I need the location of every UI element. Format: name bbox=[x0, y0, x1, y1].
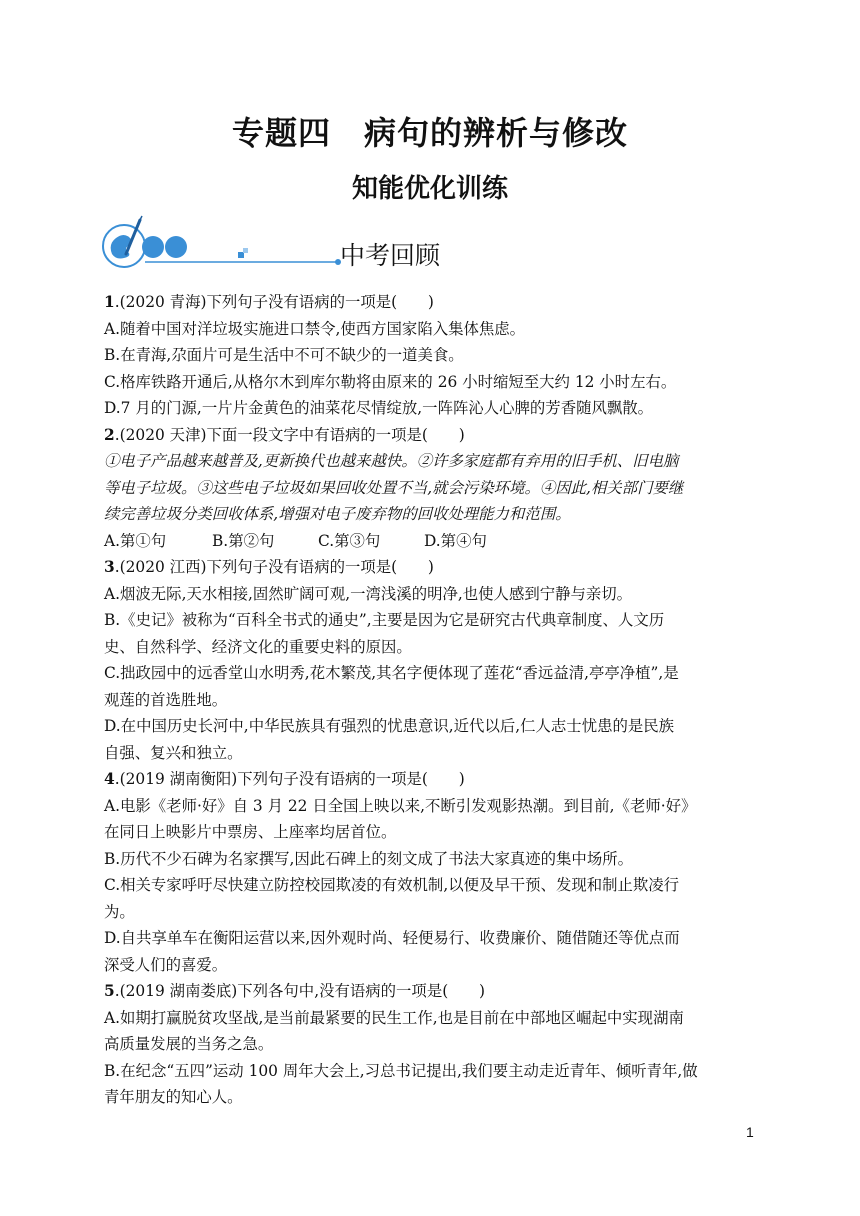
question-number: 5 bbox=[104, 982, 115, 1000]
option-b-cont: 史、自然科学、经济文化的重要史料的原因。 bbox=[104, 637, 412, 656]
question-number: 4 bbox=[104, 770, 115, 788]
option-a: A.随着中国对洋垃圾实施进口禁令,使西方国家陷入集体焦虑。 bbox=[104, 319, 526, 338]
question-stem: 3.(2020 江西)下列句子没有语病的一项是( ) bbox=[104, 558, 434, 576]
option-c: C.拙政园中的远香堂山水明秀,花木繁茂,其名字便体现了莲花“香远益清,亭亭净植”,是 bbox=[104, 664, 679, 682]
option-d-cont: 自强、复兴和独立。 bbox=[104, 743, 243, 762]
section-banner bbox=[100, 214, 520, 276]
question-number: 3 bbox=[104, 558, 115, 576]
option-a: A.烟波无际,天水相接,固然旷阔可观,一湾浅溪的明净,也使人感到宁静与亲切。 bbox=[104, 584, 633, 603]
passage-line: ①电子产品越来越普及,更新换代也越来越快。②许多家庭都有弃用的旧手机、旧电脑 bbox=[104, 452, 679, 470]
option-c-cont: 观莲的首选胜地。 bbox=[104, 690, 228, 709]
page-title: 专题四 病句的辨析与修改 bbox=[231, 114, 628, 152]
option-b: B.在青海,尕面片可是生活中不可不缺少的一道美食。 bbox=[104, 346, 464, 364]
passage-line: 等电子垃圾。③这些电子垃圾如果回收处置不当,就会污染环境。④因此,相关部门要继 bbox=[104, 478, 684, 497]
option-a-cont: 高质量发展的当务之急。 bbox=[104, 1035, 274, 1053]
option-a: A.电影《老师·好》自 3 月 22 日全国上映以来,不断引发观影热潮。到目前,《老师·好》 bbox=[104, 796, 697, 815]
option-b: B.第②句 bbox=[212, 531, 275, 550]
option-d: D.第④句 bbox=[424, 531, 487, 550]
option-d-cont: 深受人们的喜爱。 bbox=[104, 955, 228, 974]
option-b: B.在纪念“五四”运动 100 周年大会上,习总书记提出,我们要主动走近青年、倾听青年,做 bbox=[104, 1061, 698, 1080]
question-number: 1 bbox=[104, 293, 115, 311]
option-a: A.第①句 bbox=[104, 531, 167, 550]
question-number: 2 bbox=[104, 425, 115, 444]
question-stem: 1.(2020 青海)下列句子没有语病的一项是( ) bbox=[104, 293, 434, 311]
question-stem: 2.(2020 天津)下面一段文字中有语病的一项是( ) bbox=[104, 425, 465, 444]
option-row bbox=[104, 528, 754, 555]
question-list bbox=[104, 289, 754, 1111]
option-c: C.第③句 bbox=[318, 531, 381, 550]
option-d: D.在中国历史长河中,中华民族具有强烈的忧患意识,近代以后,仁人志士忧患的是民族 bbox=[104, 717, 675, 735]
option-b: B.《史记》被称为“百科全书式的通史”,主要是因为它是研究古代典章制度、人文历 bbox=[104, 611, 665, 629]
option-d: D.自共享单车在衡阳运营以来,因外观时尚、轻便易行、收费廉价、随借随还等优点而 bbox=[104, 929, 680, 947]
passage-line: 续完善垃圾分类回收体系,增强对电子废弃物的回收处理能力和范围。 bbox=[104, 505, 571, 523]
section-title: 中考回顾 bbox=[340, 241, 441, 270]
option-c: C.格库铁路开通后,从格尔木到库尔勒将由原来的 26 小时缩短至大约 12 小时左右。 bbox=[104, 372, 677, 391]
option-b-cont: 青年朋友的知心人。 bbox=[104, 1088, 243, 1106]
option-c-cont: 为。 bbox=[104, 902, 135, 921]
option-d: D.7 月的门源,一片片金黄色的油菜花尽情绽放,一阵阵沁人心脾的芳香随风飘散。 bbox=[104, 399, 654, 417]
option-a: A.如期打赢脱贫攻坚战,是当前最紧要的民生工作,也是目前在中部地区崛起中实现湖南 bbox=[104, 1008, 684, 1027]
question-stem: 4.(2019 湖南衡阳)下列句子没有语病的一项是( ) bbox=[104, 770, 465, 788]
brush-palette-icon bbox=[100, 214, 520, 276]
option-b: B.历代不少石碑为名家撰写,因此石碑上的刻文成了书法大家真迹的集中场所。 bbox=[104, 849, 633, 868]
page-number: 1 bbox=[746, 1124, 754, 1140]
option-c: C.相关专家呼吁尽快建立防控校园欺凌的有效机制,以便及早干预、发现和制止欺凌行 bbox=[104, 876, 680, 894]
question-stem: 5.(2019 湖南娄底)下列各句中,没有语病的一项是( ) bbox=[104, 982, 486, 1000]
page-subtitle: 知能优化训练 bbox=[351, 174, 508, 204]
option-a-cont: 在同日上映影片中票房、上座率均居首位。 bbox=[104, 823, 397, 841]
